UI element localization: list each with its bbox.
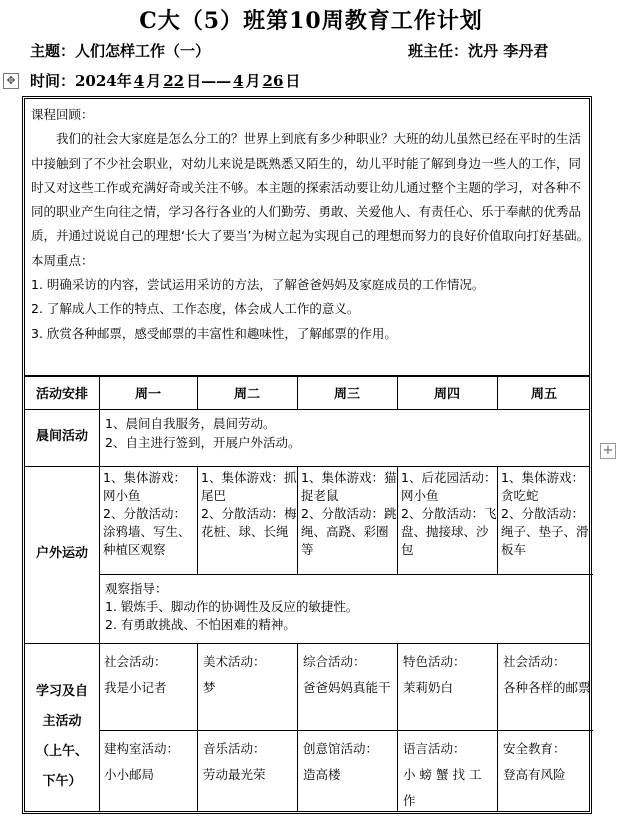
end-day: 26 [262,72,284,90]
activity-type: 创意馆活动： [303,741,379,756]
start-month: 4 [133,72,145,90]
page-title: C大（5）班第10周教育工作计划 [139,8,483,34]
month-char: 月 [146,72,162,90]
review-paragraph: 我们的社会大家庭是怎么分工的？世界上到底有多少种职业？大班的幼儿虽然已经在平时的生活中接触到了不少社会职业，对幼儿来说是既熟悉又陌生的，幼儿平时能了解到身边一些人的工作，同时又对这些工作或充满好奇或关注不够。本主题的探索活动要让幼儿通过整个主题的学习，对各种不同的职业产生向往之情，学习各行各业的人们勤劳、勇敢、关爱他人、有责任心、乐于奉献的优秀品质，并通过说说自己的理想‘长大了要当’为树立起为实现自己的理想而努力的良好价值取向打好基础。 [31,131,589,244]
activity-name: 爸爸妈妈真能干 [303,680,391,695]
divider [25,643,589,644]
learning-cell [104,736,196,788]
activity-type: 综合活动： [303,654,366,669]
divider [25,409,589,410]
focus-heading: 本周重点： [31,252,94,268]
guidance-item: 2. 有勇敢挑战、不怕困难的精神。 [105,617,296,632]
learning-cell [203,736,295,788]
divider [297,466,298,574]
activity-type: 安全教育： [503,741,566,756]
divider [197,643,198,811]
divider [397,643,398,811]
outdoor-cell: 1、集体游戏：网小鱼 2、分散活动：涂鸦墙、写生、种植区观察 [103,470,191,557]
day-header: 周五 [530,387,557,402]
activity-type: 社会活动： [503,654,566,669]
learning-cell [403,649,495,701]
morning-item: 1、晨间自我服务，晨间劳动。 [105,416,276,431]
outdoor-cell: 1、集体游戏：抓尾巴 2、分散活动：梅花桩、球、长绳 [201,470,297,539]
theme-label: 主题：人们怎样工作（一） [30,42,211,60]
day-header: 周二 [233,387,260,402]
activity-type: 美术活动： [203,654,266,669]
month-char-2: 月 [245,72,261,90]
focus-item: 1. 明确采访的内容，尝试运用采访的方法，了解爸爸妈妈及家庭成员的工作情况。 [31,277,485,293]
activity-type: 建构室活动： [104,741,180,756]
guidance-item: 1. 锻炼手、脚动作的协调性及反应的敏捷性。 [105,599,359,614]
learning-label [25,677,99,797]
divider [25,375,589,377]
teacher-label: 班主任：沈丹 李丹君 [408,42,549,60]
learning-cell [104,649,196,701]
add-row-icon[interactable]: + [600,443,616,459]
focus-item: 3. 欣赏各种邮票，感受邮票的丰富性和趣味性，了解邮票的作用。 [31,325,397,341]
activity-name: 各种各样的邮票 [503,680,591,695]
divider [197,466,198,574]
learning-cell [503,649,591,701]
activity-name: 梦 [203,680,216,695]
divider [99,574,593,575]
time-prefix: 时间：2024年 [30,72,132,90]
activity-name: 小螃蟹找工作 [403,767,486,808]
divider [397,466,398,574]
day-char: 日 [285,72,301,90]
activity-name: 登高有风险 [503,767,566,782]
date-range [30,70,300,91]
learning-cell [403,736,495,814]
day-header: 周四 [433,387,460,402]
divider [497,643,498,811]
outdoor-cell: 1、集体游戏：贪吃蛇 2、分散活动：绳子、垫子、滑板车 [501,470,589,557]
course-review [31,103,589,346]
divider [497,466,498,574]
outdoor-label: 户外运动 [35,546,88,561]
guidance-heading: 观察指导： [105,581,168,596]
divider [25,466,589,467]
learning-label-line: （上午、 [35,744,88,759]
learning-label-line: 主活动 [42,714,82,729]
activity-type: 音乐活动： [203,741,266,756]
activity-type: 特色活动： [403,654,466,669]
outdoor-cell: 1、集体游戏：猫捉老鼠 2、分散活动：跳绳、高跷、彩圈等 [301,470,397,557]
activity-name: 茉莉奶白 [403,680,454,695]
start-day: 22 [163,72,185,90]
plan-table [22,96,592,814]
learning-label-line: 学习及自 [35,684,88,699]
end-month: 4 [233,72,244,90]
learning-cell [303,736,395,788]
day-header: 周三 [333,387,360,402]
range-separator: 日—— [186,72,232,90]
review-heading: 课程回顾： [31,107,94,122]
learning-cell [303,649,395,701]
activity-name: 造高楼 [303,767,341,782]
activity-name: 劳动最光荣 [203,767,266,782]
learning-cell [203,649,295,701]
focus-item: 2. 了解成人工作的特点、工作态度，体会成人工作的意义。 [31,301,360,317]
activity-name: 小小邮局 [104,767,155,782]
divider [297,643,298,811]
activity-type: 语言活动： [403,741,466,756]
outdoor-cell: 1、后花园活动：网小鱼 2、分散活动：飞盘、抛接球、沙包 [401,470,497,557]
corner-header: 活动安排 [35,387,88,402]
activity-type: 社会活动： [104,654,167,669]
day-header: 周一 [134,387,161,402]
morning-label: 晨间活动 [35,429,88,444]
learning-label-line: 下午） [42,774,82,789]
learning-cell [503,736,591,788]
divider [99,375,100,811]
divider [99,730,593,731]
move-handle-icon[interactable]: ✥ [3,73,19,89]
activity-name: 我是小记者 [104,680,167,695]
morning-item: 2、自主进行签到，开展户外活动。 [105,435,301,450]
